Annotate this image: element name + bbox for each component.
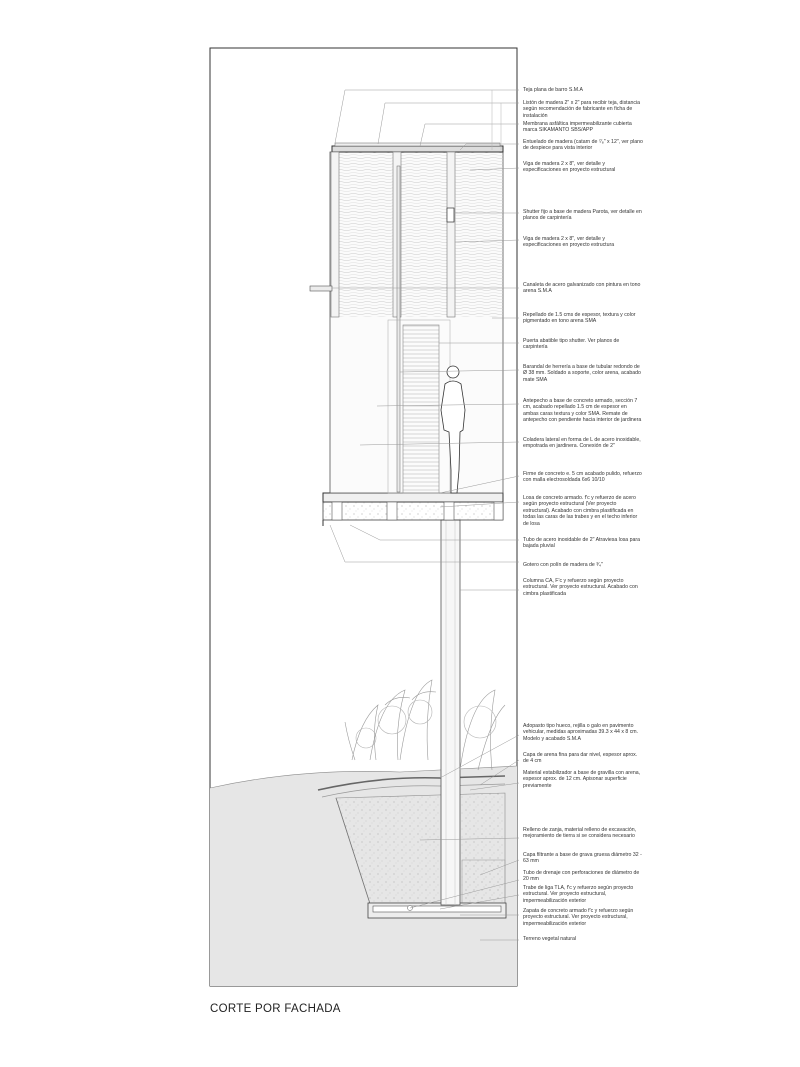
roof-post-left	[331, 152, 339, 317]
note-pipe: Tubo de acero inoxidable de 2" Atraviesa losa para bajada pluvial	[523, 537, 641, 550]
note-gutter: Canaleta de acero galvanizado con pintura en tono arena S.M.A	[523, 282, 641, 295]
note-railing: Barandal de herrería a base de tubular redondo de Ø 38 mm. Soldado a soporte, color arena, acabado mate SMA	[523, 364, 641, 383]
note-stabilizer: Material estabilizador a base de gravilla con arena, espesor aprox. de 12 cm. Apisonar superficie previamente	[523, 770, 641, 789]
shutter-fixed	[447, 208, 454, 222]
note-plaster: Repellado de 1.5 cms de espesor, textura y color pigmentado en tono arena SMA	[523, 312, 636, 325]
note-parapet: Antepecho a base de concreto armado, sección 7 cm, acabado repellado 1.5 cm de espesor en ambas caras textura y color SMA. Remate de antepecho con pendiente hacia interior de jardinera	[523, 398, 642, 424]
note-floor-finish: Firme de concreto e. 5 cm acabado pulido, refuerzo con malla electrosoldada 6x6 10/10	[523, 471, 642, 484]
shutter-door	[403, 325, 439, 493]
note-paver: Adopasto tipo hueco, rejilla o galo en pavimento vehicular, medidas aproximadas 39.3 x 44 x 8 cm. Modelo y acabado S.M.A	[523, 723, 639, 742]
roof-tile	[335, 143, 500, 146]
note-membrane: Membrana asfáltica impermeabilizante cubierta marca SIKAMANTO SBS/APP	[523, 121, 632, 134]
note-filter: Capa filtrante a base de grava gruesa diámetro 32 - 63 mm	[523, 852, 642, 865]
floor-slab	[323, 493, 503, 502]
note-tie-beam: Trabe de liga TLA, f'c y refuerzo según proyecto estructural. Ver proyecto estructural, impermeabilización exterior	[523, 885, 634, 904]
note-drain-pipe: Tubo de drenaje con perforaciones de diámetro de 20 mm	[523, 870, 640, 883]
roof	[332, 146, 503, 152]
note-drain: Coladera lateral en forma de L de acero inoxidable, empotrada en jardinera. Conexión de 2"	[523, 437, 641, 450]
gutter	[310, 286, 332, 291]
note-column: Columna CA, F'c y refuerzo según proyecto estructural. Ver proyecto estructural. Acabado con cimbra plastificada	[523, 578, 638, 597]
note-door: Puerta abatible tipo shutter. Ver planos de carpintería	[523, 338, 620, 351]
note-soil: Terreno vegetal natural	[523, 936, 577, 942]
drawing-title: CORTE POR FACHADA	[210, 1003, 341, 1015]
note-beam-1: Viga de madera 2 x 8", ver detalle y especificaciones en proyecto estructural	[523, 161, 616, 174]
guardrail-rod	[397, 166, 400, 492]
roof-post-right	[447, 152, 455, 317]
note-drip: Gotero con polín de madera de ³⁄₄"	[523, 562, 603, 568]
tie-beam	[373, 906, 501, 912]
note-batten: Listón de madera 2" x 2" para recibir teja, distancia según recomendación de fabricante en ficha de instalación	[523, 100, 641, 119]
note-beam-2: Viga de madera 2 x 8", ver detalle y especificaciones en proyecto estructura	[523, 236, 615, 249]
note-footing: Zapata de concreto armado f'c y refuerzo según proyecto estructural. Ver proyecto estructural, impermeabilización exterior	[523, 908, 634, 927]
vegetation	[345, 680, 505, 770]
filter-gravel	[462, 860, 505, 905]
note-shutter-fixed: Shutter fijo a base de madera Parota, ver detalle en planos de carpintería	[523, 209, 642, 222]
note-slab: Losa de concreto armado. f'c y refuerzo de acero según proyecto estructural (Ver proyecto estructural). Acabado con cimbra plastificada en todas las caras de las trabes y en el techo inferior de losa	[523, 495, 638, 527]
note-roof-tile: Teja plana de barro S.M.A	[523, 87, 583, 93]
note-sand: Capa de arena fina para dar nivel, espesor aprox. de 4 cm	[523, 752, 638, 765]
column	[441, 520, 460, 905]
note-trench-fill: Relleno de zanja, material relleno de excavación, mejoramiento de tierra si se considera necesario	[523, 827, 637, 840]
note-board: Entuelado de madera (catarn de ⁷⁄₈" x 12", ver plano de despiece para vista interior	[523, 139, 643, 152]
roof-beam-zone	[332, 152, 503, 317]
